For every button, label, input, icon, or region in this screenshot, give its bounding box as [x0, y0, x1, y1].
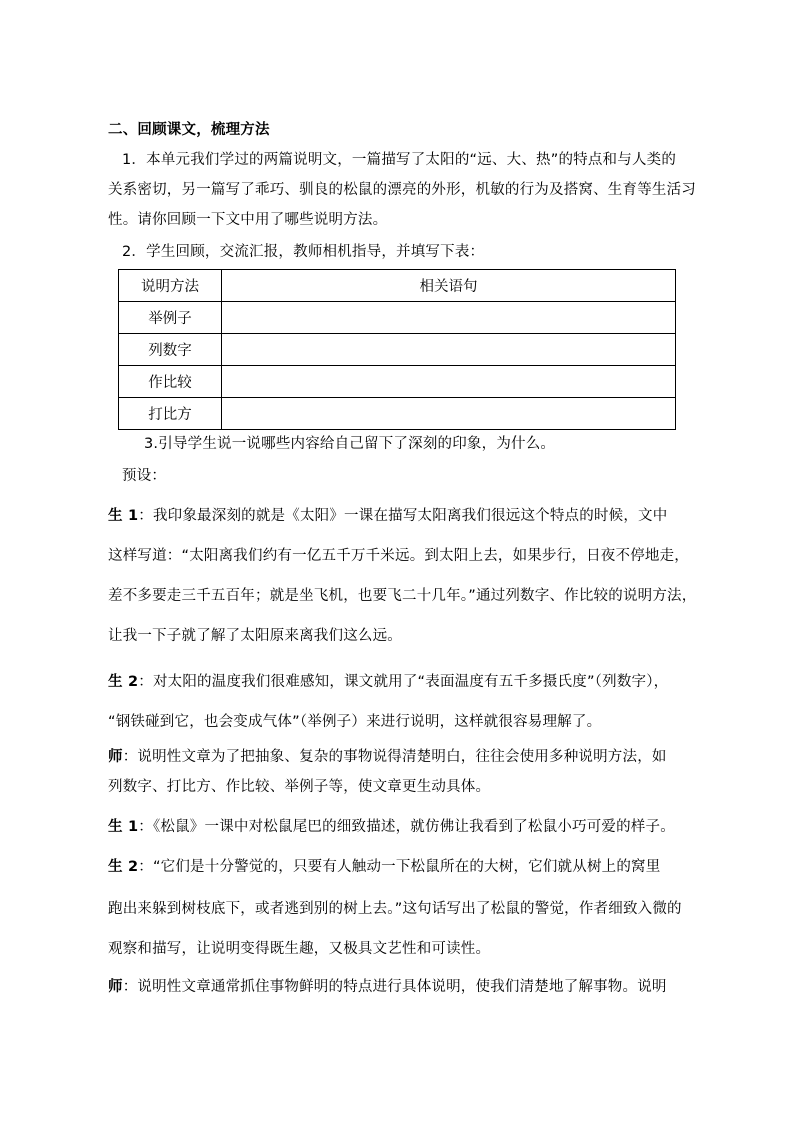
sentence-cell [222, 302, 676, 334]
speaker-label: 师 [108, 749, 123, 765]
section-title: 二、回顾课文，梳理方法 [108, 122, 270, 138]
student2-b-line2: 跑出来躲到树枝底下，或者逃到别的树上去。”这句话写出了松鼠的警觉，作者细致入微的 [108, 901, 682, 917]
method-cell: 举例子 [119, 302, 222, 334]
sentence-cell [222, 398, 676, 430]
preset-label: 预设： [122, 468, 167, 484]
student2-b-line1: 生 2：“它们是十分警觉的，只要有人触动一下松鼠所在的大树，它们就从树上的窝里 [108, 859, 661, 875]
table-row [119, 302, 676, 334]
speaker-label: 生 1 [108, 819, 139, 835]
teacher-b-line: 师：说明性文章通常抓住事物鲜明的特点进行具体说明，使我们清楚地了解事物。说明 [108, 979, 667, 995]
teacher-a-line1: 师：说明性文章为了把抽象、复杂的事物说得清楚明白，往往会使用多种说明方法，如 [108, 749, 667, 765]
method-cell: 作比较 [119, 366, 222, 398]
student1-b-line: 生 1：《松鼠》一课中对松鼠尾巴的细致描述，就仿佛让我看到了松鼠小巧可爱的样子。 [108, 819, 675, 835]
student1-a-line3: 差不多要走三千五百年；就是坐飞机，也要飞二十几年。”通过列数字、作比较的说明方法， [108, 588, 697, 604]
p1-line1: 1．本单元我们学过的两篇说明文，一篇描写了太阳的“远、大、热”的特点和与人类的 [122, 152, 677, 168]
table-row [119, 366, 676, 398]
speaker-label: 生 2 [108, 859, 139, 875]
p1-line2: 关系密切，另一篇写了乖巧、驯良的松鼠的漂亮的外形，机敏的行为及搭窝、生育等生活习 [108, 182, 696, 198]
student2-a-line1: 生 2：对太阳的温度我们很难感知，课文就用了“表面温度有五千多摄氏度”（列数字）， [108, 674, 669, 690]
student2-a-line2: “钢铁碰到它，也会变成气体”（举例子）来进行说明，这样就很容易理解了。 [108, 714, 602, 730]
table-row [119, 334, 676, 366]
p1-line3: 性。请你回顾一下文中用了哪些说明方法。 [108, 212, 388, 228]
p3-line: 3.引导学生说一说哪些内容给自己留下了深刻的印象，为什么。 [144, 436, 556, 452]
sentence-cell [222, 334, 676, 366]
student1-a-line1: 生 1：我印象最深刻的就是《太阳》一课在描写太阳离我们很远这个特点的时候，文中 [108, 508, 668, 524]
p2-line: 2．学生回顾，交流汇报，教师相机指导，并填写下表： [122, 244, 485, 260]
table-header-row [119, 270, 676, 302]
speaker-label: 生 1 [108, 508, 139, 524]
header-sentence: 相关语句 [222, 270, 676, 302]
methods-table [118, 269, 676, 430]
speaker-label: 生 2 [108, 674, 139, 690]
teacher-a-line2: 列数字、打比方、作比较、举例子等，使文章更生动具体。 [108, 779, 491, 795]
sentence-cell [222, 366, 676, 398]
student1-a-line2: 这样写道：“太阳离我们约有一亿五千万千米远。到太阳上去，如果步行，日夜不停地走， [108, 548, 690, 564]
header-method: 说明方法 [119, 270, 222, 302]
student2-b-line3: 观察和描写，让说明变得既生趣，又极具文艺性和可读性。 [108, 941, 491, 957]
method-cell: 打比方 [119, 398, 222, 430]
student1-a-line4: 让我一下子就了解了太阳原来离我们这么远。 [108, 628, 402, 644]
method-cell: 列数字 [119, 334, 222, 366]
table-row [119, 398, 676, 430]
speaker-label: 师 [108, 979, 123, 995]
